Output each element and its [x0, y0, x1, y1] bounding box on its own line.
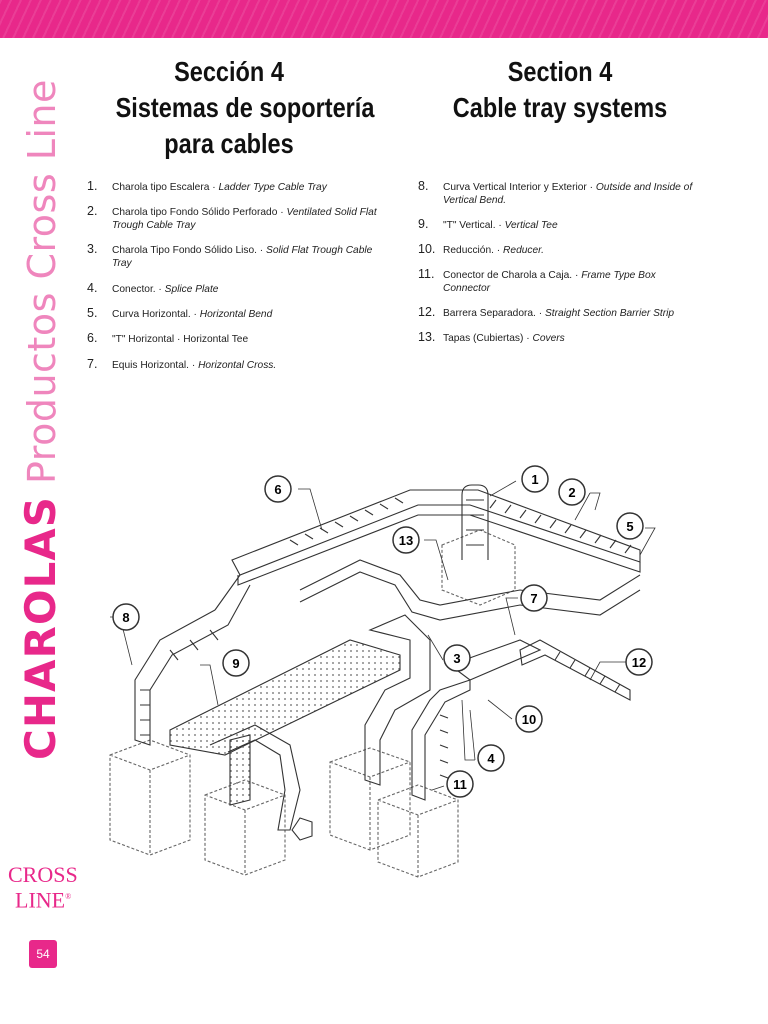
svg-text:4: 4 [487, 751, 495, 766]
cable-tray-diagram [95, 455, 675, 885]
callout-2 [559, 479, 585, 505]
svg-text:9: 9 [232, 656, 240, 671]
svg-text:12: 12 [631, 655, 647, 670]
box-connector [292, 818, 312, 840]
svg-text:1: 1 [531, 472, 539, 487]
svg-text:3: 3 [453, 651, 461, 666]
callout-1 [522, 466, 548, 492]
callout-11 [447, 771, 473, 797]
side-title-bold: CHAROLAS [16, 495, 65, 760]
list-item: 2. Charola tipo Fondo Sólido Perforado · Ventilated Solid Flat Trough Cable Tray [87, 204, 377, 231]
heading-es-line3: para cables [164, 128, 294, 159]
page-number: 54 [29, 940, 57, 968]
svg-text:8: 8 [122, 610, 130, 625]
item-list-right [418, 179, 698, 358]
svg-text:5: 5 [626, 519, 634, 534]
vertical-tee-tower [462, 485, 488, 560]
heading-es-line2: Sistemas de soportería [115, 92, 375, 123]
svg-text:7: 7 [530, 591, 538, 606]
heading-en-line2: Cable tray systems [452, 92, 668, 123]
list-item: 12. Barrera Separadora. · Straight Section Barrier Strip [418, 305, 675, 319]
callout-6 [265, 476, 291, 502]
callout-7 [521, 585, 547, 611]
list-item: 1. Charola tipo Escalera · Ladder Type Cable Tray [87, 179, 327, 193]
callout-13 [393, 527, 419, 553]
horizontal-tee [300, 560, 640, 620]
list-item: 5. Curva Horizontal. · Horizontal Bend [87, 306, 273, 320]
heading-english [442, 54, 677, 126]
list-item: 13. Tapas (Cubiertas) · Covers [418, 330, 565, 344]
heading-en-line1: Section 4 [507, 56, 613, 87]
list-item: 7. Equis Horizontal. · Horizontal Cross. [87, 357, 277, 371]
list-item: 6. "T" Horizontal · Horizontal Tee [87, 331, 249, 345]
solid-trough-tray [365, 615, 430, 785]
svg-text:6: 6 [274, 482, 282, 497]
heading-spanish [115, 54, 375, 162]
list-item: 11. Conector de Charola a Caja. · Frame Type Box Connector [418, 267, 656, 294]
side-title-light: Productos Cross Line [20, 79, 64, 484]
list-item: 9. "T" Vertical. · Vertical Tee [418, 217, 558, 231]
callout-3 [444, 645, 470, 671]
top-decorative-band [0, 0, 768, 38]
callout-4 [478, 745, 504, 771]
svg-text:11: 11 [453, 777, 467, 792]
svg-text:2: 2 [568, 485, 576, 500]
item-list-left [87, 179, 377, 385]
heading-es-line1: Sección 4 [174, 56, 284, 87]
callout-10 [516, 706, 542, 732]
list-item: 3. Charola Tipo Fondo Sólido Liso. · Solid Flat Trough Cable Tray [87, 242, 373, 269]
logo-word-cross: CROSS [8, 862, 78, 887]
callout-9 [223, 650, 249, 676]
list-item: 8. Curva Vertical Interior y Exterior · Outside and Inside of Vertical Bend. [418, 179, 693, 206]
registered-mark: ® [65, 892, 72, 901]
callout-12 [626, 649, 652, 675]
callout-8 [113, 604, 139, 630]
svg-text:10: 10 [521, 712, 537, 727]
logo-word-line: LINE [15, 887, 66, 913]
callout-5 [617, 513, 643, 539]
list-item: 4. Conector. · Splice Plate [87, 281, 219, 295]
svg-text:13: 13 [398, 533, 414, 548]
ladder-tray-main [232, 490, 640, 585]
side-title [16, 60, 76, 760]
list-item: 10. Reducción. · Reducer. [418, 242, 545, 256]
logo-word-line-wrap [15, 885, 71, 912]
